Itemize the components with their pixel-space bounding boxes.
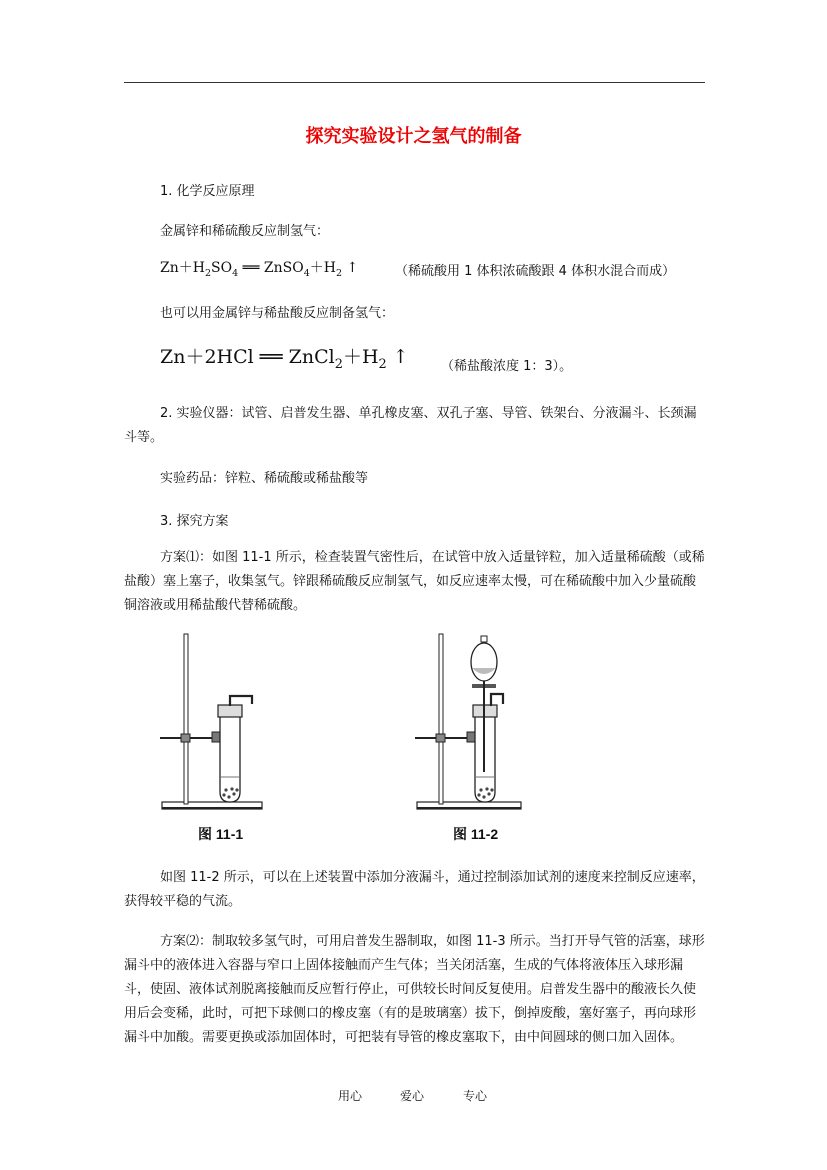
zinc-hydrochloric-intro: 也可以用金属锌与稀盐酸反应制备氢气： bbox=[160, 306, 395, 321]
footer-text-2: 爱心 bbox=[400, 1089, 425, 1103]
section-3-heading: 3. 探究方案 bbox=[160, 514, 229, 529]
apparatus-test-tube-illustration bbox=[160, 632, 265, 847]
plan-1-paragraph: 方案⑴：如图 11-1 所示，检查装置气密性后，在试管中放入适量锌粒，加入适量稀硫酸（或稀盐酸）塞上塞子，收集氢气。锌跟稀硫酸反应制氢气，如反应速率太慢，可在稀硫酸中加入少量硫酸铜溶液或用稀盐酸代替稀硫酸。 bbox=[124, 550, 705, 613]
equation-1-note: （稀硫酸用 1 体积浓硫酸跟 4 体积水混合而成） bbox=[395, 264, 676, 279]
plan-2-paragraph: 方案⑵：制取较多氢气时，可用启普发生器制取，如图 11-3 所示。当打开导气管的活塞，球形漏斗中的液体进入容器与窄口上固体接触而产生气体；当关闭活塞，生成的气体将液体压入球形漏斗，使固、液体试剂脱离接触而反应暂行停止，可供较长时间反复使用。启普发生器中的酸液长久使用后会变稀，此时，可把下球侧口的橡皮塞（有的是玻璃塞）拔下，倒掉废酸，塞好塞子，再向球形漏斗中加酸。需要更换或添加固体时，可把装有导管的橡皮塞取下，由中间圆球的侧口加入固体。 bbox=[124, 934, 705, 1045]
figure-11-1-caption: 图 11-1 bbox=[198, 826, 244, 842]
zinc-sulfuric-intro: 金属锌和稀硫酸反应制氢气： bbox=[160, 224, 330, 239]
equation-zn-h2so4: $Zn+H_2SO_4$ ══ $ZnSO_4+H_2$ ↑ bbox=[160, 260, 359, 279]
header-rule bbox=[124, 82, 705, 83]
apparatus-separatory-funnel-illustration bbox=[415, 632, 525, 847]
section-1-heading: 1. 化学反应原理 bbox=[160, 184, 255, 199]
equation-zn-hcl: Zn＋2HCl ══ $ZnCl_2+H_2$ ↑ bbox=[160, 346, 409, 372]
equation-2-note: （稀盐酸浓度 1：3）。 bbox=[441, 359, 573, 374]
reagents-line: 实验药品：锌粒、稀硫酸或稀盐酸等 bbox=[160, 471, 369, 486]
gas-arrow-icon: ↑ bbox=[346, 260, 359, 276]
page-title: 探究实验设计之氢气的制备 bbox=[305, 126, 522, 147]
figure-11-2-description: 如图 11-2 所示，可以在上述装置中添加分液漏斗，通过控制添加试剂的速度来控制反应速率，获得较平稳的气流。 bbox=[124, 870, 705, 909]
figure-11-2-caption: 图 11-2 bbox=[453, 826, 499, 842]
footer-text-3: 专心 bbox=[463, 1089, 488, 1103]
footer-text-1: 用心 bbox=[338, 1089, 363, 1103]
gas-arrow-icon: ↑ bbox=[392, 346, 409, 368]
figure-11-2 bbox=[415, 632, 525, 847]
figure-11-1 bbox=[160, 632, 265, 847]
instruments-paragraph: 2. 实验仪器：试管、启普发生器、单孔橡皮塞、双孔子塞、导管、铁架台、分液漏斗、长颈漏斗等。 bbox=[124, 406, 697, 445]
